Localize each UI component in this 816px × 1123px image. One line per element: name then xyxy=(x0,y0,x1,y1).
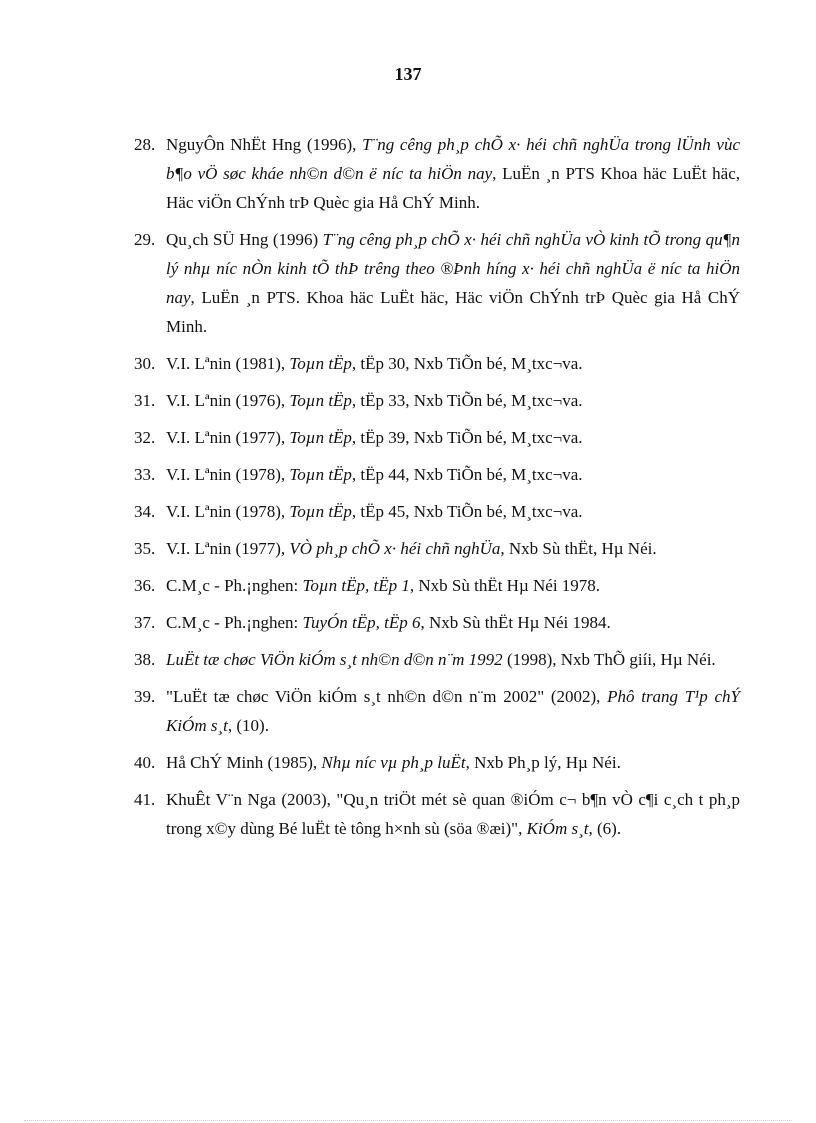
reference-text xyxy=(166,230,740,336)
reference-item xyxy=(134,682,740,740)
reference-title: T¨ng cêng ph¸p chÕ x· héi chñ nghÜa trong lÜnh vùc b¶o vÖ søc kháe nh©n d©n ë níc ta hiÖn nay xyxy=(166,135,741,183)
reference-item xyxy=(134,645,740,674)
reference-number: 34. xyxy=(134,502,156,521)
reference-detail: , LuËn ¸n PTS. Khoa häc LuËt häc, Häc viÖn ChÝnh trÞ Quèc gia Hå ChÝ Minh. xyxy=(166,288,740,336)
footer-divider xyxy=(24,1120,792,1121)
reference-number: 33. xyxy=(134,465,156,484)
reference-number: 38. xyxy=(134,650,156,669)
reference-detail: , Nxb Sù thËt, Hµ Néi. xyxy=(500,539,657,558)
reference-number: 41. xyxy=(134,790,156,809)
reference-title: Toµn tËp xyxy=(289,354,352,373)
reference-title: Phô trang T¹p chÝ KiÓm s¸t xyxy=(166,687,741,735)
reference-number: 29. xyxy=(134,230,156,249)
reference-item xyxy=(134,460,740,489)
reference-title: Toµn tËp xyxy=(289,465,352,484)
reference-text xyxy=(166,354,583,373)
reference-title: Toµn tËp xyxy=(289,391,352,410)
reference-text xyxy=(166,650,716,669)
reference-item xyxy=(134,130,740,217)
reference-text xyxy=(166,790,740,838)
reference-item xyxy=(134,423,740,452)
reference-detail: , tËp 39, Nxb TiÕn bé, M¸txc¬va. xyxy=(351,428,583,447)
reference-detail: , tËp 30, Nxb TiÕn bé, M¸txc¬va. xyxy=(351,354,583,373)
reference-detail: Qu¸ch SÜ Hng (1996) xyxy=(166,230,323,249)
reference-number: 36. xyxy=(134,576,156,595)
reference-detail: , tËp 44, Nxb TiÕn bé, M¸txc¬va. xyxy=(351,465,583,484)
reference-text xyxy=(166,576,600,595)
reference-text xyxy=(166,502,583,521)
page-number: 137 xyxy=(394,64,422,84)
reference-text xyxy=(166,428,583,447)
reference-number: 30. xyxy=(134,354,156,373)
reference-detail: , tËp 33, Nxb TiÕn bé, M¸txc¬va. xyxy=(351,391,583,410)
reference-detail: V.I. Lªnin (1978), xyxy=(166,465,290,484)
reference-number: 40. xyxy=(134,753,156,772)
reference-detail: , (10). xyxy=(227,716,269,735)
reference-detail: C.M¸c - Ph.¡nghen: xyxy=(166,576,303,595)
reference-detail: V.I. Lªnin (1978), xyxy=(166,502,290,521)
reference-detail: V.I. Lªnin (1977), xyxy=(166,539,290,558)
reference-title: T¨ng cêng ph¸p chÕ x· héi chñ nghÜa vÒ kinh tÕ trong qu¶n lý nhµ níc nÒn kinh tÕ thÞ trêng theo ®Þnh híng x· héi chñ nghÜa ë níc ta hiÖn nay xyxy=(166,230,740,307)
reference-text xyxy=(166,391,583,410)
reference-detail: , LuËn ¸n PTS Khoa häc LuËt häc, Häc viÖn ChÝnh trÞ Quèc gia Hå ChÝ Minh. xyxy=(166,164,740,212)
reference-detail: C.M¸c - Ph.¡nghen: xyxy=(166,613,303,632)
reference-detail: , Nxb Ph¸p lý, Hµ Néi. xyxy=(465,753,621,772)
reference-text xyxy=(166,613,611,632)
reference-detail: , tËp 45, Nxb TiÕn bé, M¸txc¬va. xyxy=(351,502,583,521)
reference-number: 39. xyxy=(134,687,156,706)
reference-item xyxy=(134,571,740,600)
reference-list xyxy=(134,130,740,851)
reference-title: Nhµ níc vµ ph¸p luËt xyxy=(321,753,466,772)
reference-title: Toµn tËp xyxy=(289,428,352,447)
reference-item xyxy=(134,386,740,415)
reference-detail: , Nxb Sù thËt Hµ Néi 1984. xyxy=(420,613,611,632)
reference-detail: (1998), Nxb ThÕ giíi, Hµ Néi. xyxy=(502,650,716,669)
reference-title: KiÓm s¸t xyxy=(526,819,589,838)
reference-text xyxy=(166,465,583,484)
reference-detail: NguyÔn NhËt Hng (1996), xyxy=(166,135,363,154)
reference-item xyxy=(134,748,740,777)
reference-detail: V.I. Lªnin (1976), xyxy=(166,391,290,410)
reference-detail: , Nxb Sù thËt Hµ Néi 1978. xyxy=(409,576,601,595)
reference-detail: V.I. Lªnin (1981), xyxy=(166,354,290,373)
reference-item xyxy=(134,608,740,637)
reference-number: 28. xyxy=(134,135,156,154)
reference-detail: Hå ChÝ Minh (1985), xyxy=(166,753,322,772)
reference-text xyxy=(166,539,657,558)
reference-title: TuyÓn tËp, tËp 6 xyxy=(302,613,421,632)
reference-item xyxy=(134,534,740,563)
reference-title: LuËt tæ chøc ViÖn kiÓm s¸t nh©n d©n n¨m 1992 xyxy=(166,650,503,669)
reference-title: VÒ ph¸p chÕ x· héi chñ nghÜa xyxy=(289,539,501,558)
reference-title: Toµn tËp, tËp 1 xyxy=(302,576,410,595)
reference-item xyxy=(134,225,740,341)
reference-title: Toµn tËp xyxy=(289,502,352,521)
reference-number: 32. xyxy=(134,428,156,447)
reference-text xyxy=(166,687,740,735)
reference-detail: , (6). xyxy=(588,819,622,838)
reference-detail: "LuËt tæ chøc ViÖn kiÓm s¸t nh©n d©n n¨m 2002" (2002), xyxy=(166,687,608,706)
reference-number: 31. xyxy=(134,391,156,410)
reference-text xyxy=(166,753,621,772)
reference-item xyxy=(134,349,740,378)
reference-number: 37. xyxy=(134,613,156,632)
reference-item xyxy=(134,497,740,526)
reference-detail: V.I. Lªnin (1977), xyxy=(166,428,290,447)
reference-item xyxy=(134,785,740,843)
reference-text xyxy=(166,135,740,212)
reference-number: 35. xyxy=(134,539,156,558)
reference-detail: KhuÊt V¨n Nga (2003), "Qu¸n triÖt mét sè quan ®iÓm c¬ b¶n vÒ c¶i c¸ch t ph¸p trong x©y dùng Bé luËt tè tông h×nh sù (söa ®æi)", xyxy=(166,790,740,838)
